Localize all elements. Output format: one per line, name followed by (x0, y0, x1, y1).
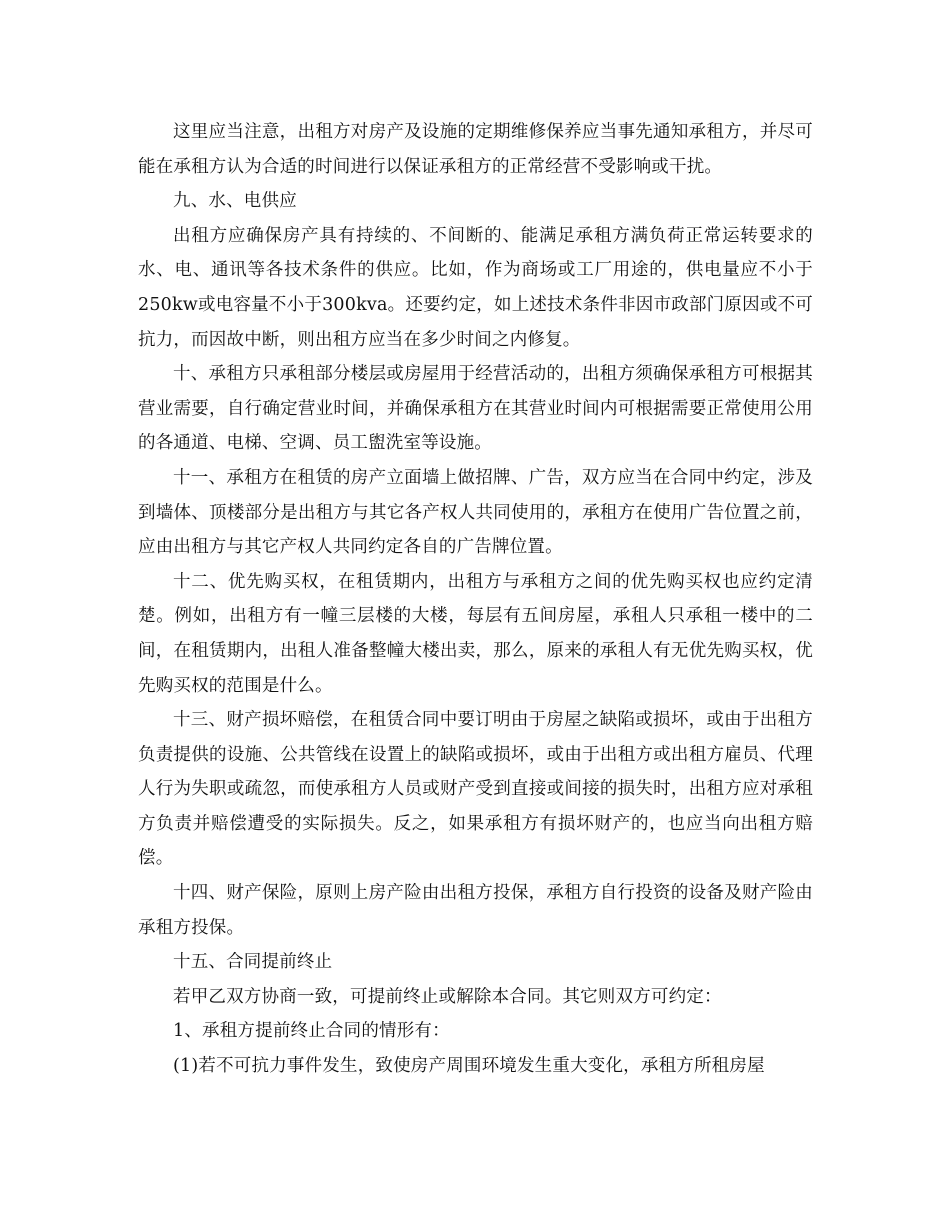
paragraph-utility-supply: 出租方应确保房产具有持续的、不间断的、能满足承租方满负荷正常运转要求的水、电、通讯等各技术条件的供应。比如，作为商场或工厂用途的，供电量应不小于250kw或电容量不小于300kva。还要约定，如上述技术条件非因市政部门原因或不可抗力，而因故中断，则出租方应当在多少时间之内修复。 (138, 225, 813, 350)
paragraph-section-10-partial-lease: 十、承租方只承租部分楼层或房屋用于经营活动的，出租方须确保承租方可根据其营业需要，自行确定营业时间，并确保承租方在其营业时间内可根据需要正常使用公用的各通道、电梯、空调、员工盥洗室等设施。 (138, 364, 813, 454)
paragraph-mutual-termination: 若甲乙双方协商一致，可提前终止或解除本合同。其它则双方可约定： (173, 986, 722, 1007)
document-body (138, 115, 813, 1084)
section-heading-water-electricity: 九、水、电供应 (173, 191, 297, 212)
paragraph-force-majeure-clause: (1)若不可抗力事件发生，致使房产周围环境发生重大变化，承租方所租房屋 (173, 1056, 765, 1077)
section-heading-early-termination: 十五、合同提前终止 (173, 952, 333, 973)
paragraph-section-14-insurance: 十四、财产保险，原则上房产险由出租方投保，承租方自行投资的设备及财产险由承租方投保。 (138, 883, 813, 938)
paragraph-tenant-termination-cases: 1、承租方提前终止合同的情形有： (173, 1021, 450, 1042)
paragraph-maintenance-notice: 这里应当注意，出租方对房产及设施的定期维修保养应当事先通知承租方，并尽可能在承租方认为合适的时间进行以保证承租方的正常经营不受影响或干扰。 (138, 122, 813, 177)
paragraph-section-11-signage: 十一、承租方在租赁的房产立面墙上做招牌、广告，双方应当在合同中约定，涉及到墙体、顶楼部分是出租方与其它各产权人共同使用的，承租方在使用广告位置之前，应由出租方与其它产权人共同约定各自的广告牌位置。 (138, 467, 813, 558)
paragraph-section-12-preemptive-right: 十二、优先购买权，在租赁期内，出租方与承租方之间的优先购买权也应约定清楚。例如，出租方有一幢三层楼的大楼，每层有五间房屋，承租人只承租一楼中的二间，在租赁期内，出租人准备整幢大楼出卖，那么，原来的承租人有无优先购买权，优先购买权的范围是什么。 (138, 571, 813, 696)
paragraph-section-13-damage-compensation: 十三、财产损坏赔偿，在租赁合同中要订明由于房屋之缺陷或损坏，或由于出租方负责提供的设施、公共管线在设置上的缺陷或损坏，或由于出租方或出租方雇员、代理人行为失职或疏忽，而使承租方人员或财产受到直接或间接的损失时，出租方应对承租方负责并赔偿遭受的实际损失。反之，如果承租方有损坏财产的，也应当向出租方赔偿。 (138, 710, 813, 869)
